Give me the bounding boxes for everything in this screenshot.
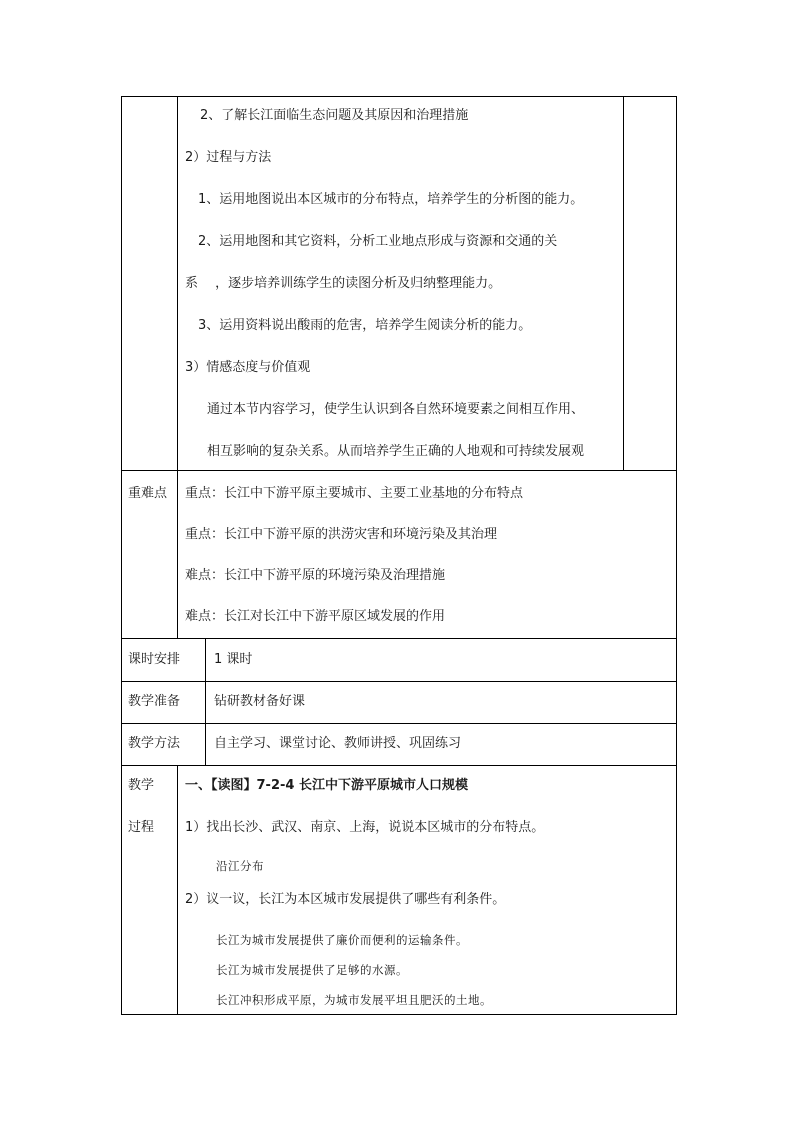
table-right-border <box>676 96 677 1014</box>
label-column-divider <box>177 765 178 1014</box>
process-answer-2-1: 长江为城市发展提供了廉价而便利的运输条件。 <box>216 933 468 947</box>
process-item-2-line1: 2、运用地图和其它资料，分析工业地点形成与资源和交通的关 <box>198 234 558 249</box>
attitude-line-1: 通过本节内容学习，使学生认识到各自然环境要素之间相互作用、 <box>207 402 585 417</box>
process-label-line2: 过程 <box>128 820 155 835</box>
method-label: 教学方法 <box>128 736 181 751</box>
process-item-2-line2: 系 ，逐步培养训练学生的读图分析及归纳整理能力。 <box>185 276 502 291</box>
row-divider <box>121 470 677 471</box>
process-heading: 一、【读图】7-2-4 长江中下游平原城市人口规模 <box>185 778 468 793</box>
attitude-heading: 3）情感态度与价值观 <box>185 360 311 375</box>
label-column-divider <box>205 638 206 765</box>
schedule-label: 课时安排 <box>128 652 181 667</box>
process-answer-2-2: 长江为城市发展提供了足够的水源。 <box>216 963 408 977</box>
table-bottom-border <box>121 1014 677 1015</box>
process-method-heading: 2）过程与方法 <box>185 150 272 165</box>
schedule-value: 1 课时 <box>214 652 253 667</box>
key-point-4: 难点：长江对长江中下游平原区域发展的作用 <box>185 609 446 624</box>
process-question-2: 2）议一议，长江为本区城市发展提供了哪些有利条件。 <box>185 892 506 907</box>
process-answer-1: 沿江分布 <box>216 859 264 873</box>
label-column-divider <box>177 96 178 638</box>
table-top-border <box>121 96 677 97</box>
process-item-1: 1、运用地图说出本区城市的分布特点，培养学生的分析图的能力。 <box>198 192 584 207</box>
process-question-1: 1）找出长沙、武汉、南京、上海，说说本区城市的分布特点。 <box>185 820 545 835</box>
process-item-3: 3、运用资料说出酸雨的危害，培养学生阅读分析的能力。 <box>198 318 532 333</box>
key-point-3: 难点：长江中下游平原的环境污染及治理措施 <box>185 568 446 583</box>
table-left-border <box>121 96 122 1014</box>
remarks-column-divider <box>623 96 624 470</box>
key-point-1: 重点：长江中下游平原主要城市、主要工业基地的分布特点 <box>185 486 524 501</box>
preparation-value: 钻研教材备好课 <box>214 694 306 709</box>
method-value: 自主学习、课堂讨论、教师讲授、巩固练习 <box>214 736 462 751</box>
key-point-2: 重点：长江中下游平原的洪涝灾害和环境污染及其治理 <box>185 527 498 542</box>
process-label-line1: 教学 <box>128 778 155 793</box>
attitude-line-2: 相互影响的复杂关系。从而培养学生正确的人地观和可持续发展观 <box>207 444 585 459</box>
key-points-label: 重难点 <box>128 486 168 501</box>
process-answer-2-3: 长江冲积形成平原，为城市发展平坦且肥沃的土地。 <box>216 993 492 1007</box>
preparation-label: 教学准备 <box>128 694 181 709</box>
objective-item-2: 2、了解长江面临生态问题及其原因和治理措施 <box>200 108 469 123</box>
row-divider <box>121 765 677 766</box>
